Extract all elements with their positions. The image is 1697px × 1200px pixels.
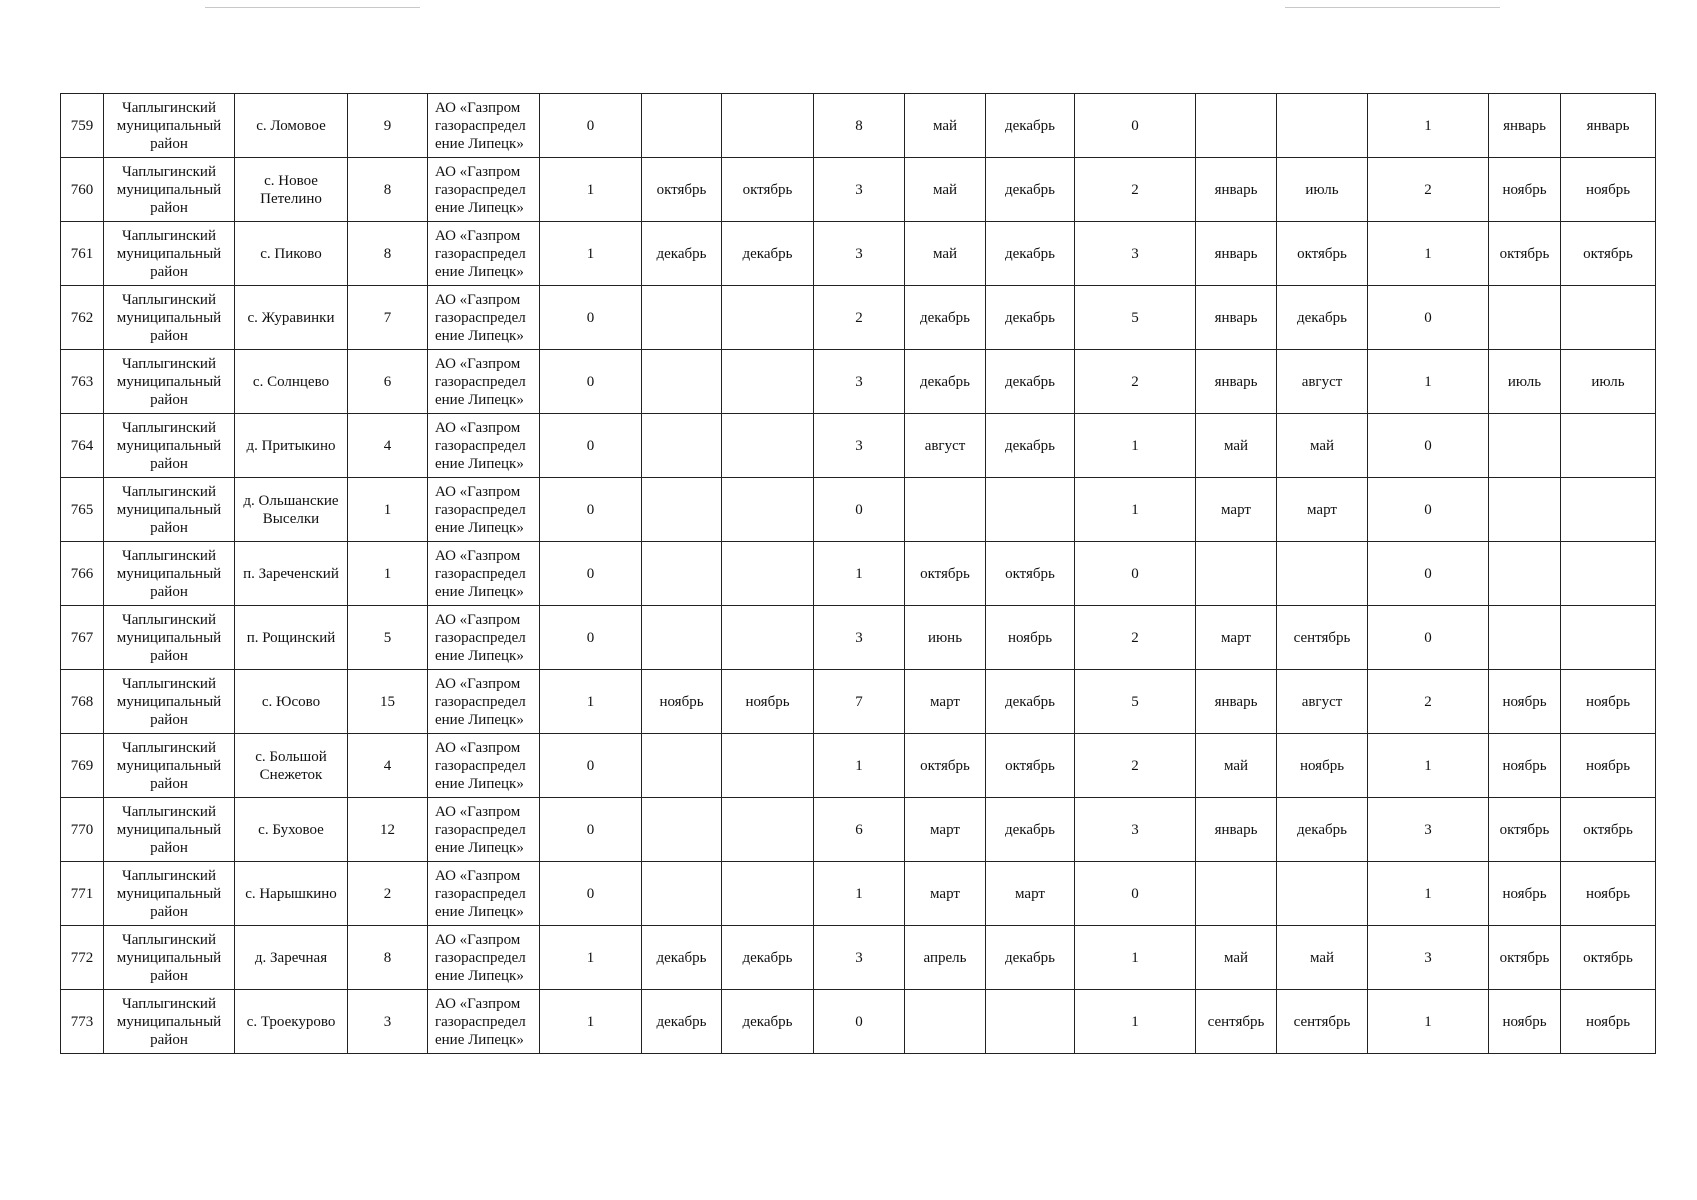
stage3-count-cell: 2: [1075, 606, 1196, 670]
stage2-count-cell: 3: [814, 222, 905, 286]
organization-cell: АО «Газпром газораспредел ение Липецк»: [428, 478, 540, 542]
stage3-count-cell: 1: [1075, 414, 1196, 478]
stage1-start-cell: [642, 542, 722, 606]
stage4-count-cell: 1: [1368, 734, 1489, 798]
stage2-count-cell: 2: [814, 286, 905, 350]
row-number-cell: 761: [61, 222, 104, 286]
row-number-cell: 771: [61, 862, 104, 926]
organization-cell: АО «Газпром газораспредел ение Липецк»: [428, 734, 540, 798]
stage1-start-cell: [642, 798, 722, 862]
stage4-end-cell: [1561, 478, 1656, 542]
organization-cell: АО «Газпром газораспредел ение Липецк»: [428, 798, 540, 862]
stage4-end-cell: октябрь: [1561, 798, 1656, 862]
stage4-end-cell: ноябрь: [1561, 862, 1656, 926]
stage2-end-cell: декабрь: [986, 670, 1075, 734]
district-cell: Чаплыгинский муниципальный район: [104, 734, 235, 798]
district-cell: Чаплыгинский муниципальный район: [104, 926, 235, 990]
stage2-end-cell: декабрь: [986, 158, 1075, 222]
table-row: [61, 158, 1656, 222]
stage3-count-cell: 3: [1075, 222, 1196, 286]
stage3-count-cell: 1: [1075, 990, 1196, 1054]
scan-artifact-left: [205, 7, 420, 8]
total-count-cell: 4: [348, 414, 428, 478]
stage2-start-cell: август: [905, 414, 986, 478]
stage4-count-cell: 0: [1368, 414, 1489, 478]
table-row: [61, 94, 1656, 158]
organization-cell: АО «Газпром газораспредел ение Липецк»: [428, 670, 540, 734]
stage4-count-cell: 1: [1368, 862, 1489, 926]
stage1-start-cell: октябрь: [642, 158, 722, 222]
stage2-end-cell: декабрь: [986, 94, 1075, 158]
stage2-end-cell: ноябрь: [986, 606, 1075, 670]
district-cell: Чаплыгинский муниципальный район: [104, 158, 235, 222]
stage1-count-cell: 1: [540, 158, 642, 222]
total-count-cell: 1: [348, 542, 428, 606]
stage4-count-cell: 0: [1368, 542, 1489, 606]
stage4-start-cell: [1489, 606, 1561, 670]
stage2-start-cell: июнь: [905, 606, 986, 670]
settlement-cell: с. Пиково: [235, 222, 348, 286]
stage1-start-cell: декабрь: [642, 926, 722, 990]
stage2-count-cell: 8: [814, 94, 905, 158]
scan-artifact-right: [1285, 7, 1500, 8]
stage2-end-cell: декабрь: [986, 222, 1075, 286]
stage1-end-cell: [722, 862, 814, 926]
settlement-cell: с. Солнцево: [235, 350, 348, 414]
organization-cell: АО «Газпром газораспредел ение Липецк»: [428, 350, 540, 414]
stage3-end-cell: ноябрь: [1277, 734, 1368, 798]
stage1-start-cell: [642, 286, 722, 350]
organization-cell: АО «Газпром газораспредел ение Липецк»: [428, 158, 540, 222]
settlement-cell: д. Заречная: [235, 926, 348, 990]
stage1-end-cell: [722, 94, 814, 158]
row-number-cell: 772: [61, 926, 104, 990]
stage4-start-cell: [1489, 542, 1561, 606]
stage2-end-cell: октябрь: [986, 542, 1075, 606]
stage1-end-cell: [722, 414, 814, 478]
row-number-cell: 770: [61, 798, 104, 862]
settlement-cell: д. Ольшанские Выселки: [235, 478, 348, 542]
stage2-count-cell: 3: [814, 926, 905, 990]
total-count-cell: 3: [348, 990, 428, 1054]
table-row: [61, 542, 1656, 606]
organization-cell: АО «Газпром газораспредел ение Липецк»: [428, 926, 540, 990]
stage2-start-cell: май: [905, 222, 986, 286]
stage1-end-cell: [722, 542, 814, 606]
stage2-count-cell: 1: [814, 542, 905, 606]
total-count-cell: 8: [348, 158, 428, 222]
stage2-count-cell: 0: [814, 478, 905, 542]
stage4-start-cell: ноябрь: [1489, 670, 1561, 734]
stage3-count-cell: 0: [1075, 862, 1196, 926]
district-cell: Чаплыгинский муниципальный район: [104, 542, 235, 606]
row-number-cell: 765: [61, 478, 104, 542]
table-row: [61, 862, 1656, 926]
table-row: [61, 222, 1656, 286]
stage2-start-cell: май: [905, 94, 986, 158]
stage4-end-cell: ноябрь: [1561, 670, 1656, 734]
stage1-count-cell: 0: [540, 606, 642, 670]
stage3-start-cell: сентябрь: [1196, 990, 1277, 1054]
district-cell: Чаплыгинский муниципальный район: [104, 414, 235, 478]
stage3-start-cell: май: [1196, 926, 1277, 990]
stage1-count-cell: 1: [540, 222, 642, 286]
total-count-cell: 5: [348, 606, 428, 670]
stage1-count-cell: 0: [540, 862, 642, 926]
stage3-end-cell: август: [1277, 670, 1368, 734]
total-count-cell: 1: [348, 478, 428, 542]
stage1-end-cell: [722, 350, 814, 414]
stage2-end-cell: декабрь: [986, 414, 1075, 478]
stage4-start-cell: ноябрь: [1489, 862, 1561, 926]
district-cell: Чаплыгинский муниципальный район: [104, 94, 235, 158]
organization-cell: АО «Газпром газораспредел ение Липецк»: [428, 222, 540, 286]
total-count-cell: 9: [348, 94, 428, 158]
stage4-end-cell: [1561, 286, 1656, 350]
stage3-start-cell: май: [1196, 734, 1277, 798]
row-number-cell: 773: [61, 990, 104, 1054]
stage4-start-cell: [1489, 286, 1561, 350]
stage2-count-cell: 3: [814, 158, 905, 222]
stage3-end-cell: [1277, 862, 1368, 926]
stage2-end-cell: март: [986, 862, 1075, 926]
stage3-end-cell: сентябрь: [1277, 606, 1368, 670]
stage3-count-cell: 2: [1075, 734, 1196, 798]
stage3-start-cell: май: [1196, 414, 1277, 478]
stage1-count-cell: 0: [540, 94, 642, 158]
stage4-end-cell: [1561, 542, 1656, 606]
total-count-cell: 2: [348, 862, 428, 926]
stage1-start-cell: [642, 350, 722, 414]
stage1-end-cell: октябрь: [722, 158, 814, 222]
stage2-end-cell: декабрь: [986, 350, 1075, 414]
table-row: [61, 286, 1656, 350]
stage1-count-cell: 0: [540, 414, 642, 478]
stage3-count-cell: 2: [1075, 158, 1196, 222]
district-cell: Чаплыгинский муниципальный район: [104, 606, 235, 670]
district-cell: Чаплыгинский муниципальный район: [104, 286, 235, 350]
stage4-count-cell: 3: [1368, 926, 1489, 990]
stage1-count-cell: 0: [540, 350, 642, 414]
stage2-count-cell: 3: [814, 350, 905, 414]
stage1-end-cell: декабрь: [722, 990, 814, 1054]
stage2-end-cell: октябрь: [986, 734, 1075, 798]
stage4-start-cell: ноябрь: [1489, 990, 1561, 1054]
district-cell: Чаплыгинский муниципальный район: [104, 222, 235, 286]
stage3-start-cell: [1196, 94, 1277, 158]
table-row: [61, 478, 1656, 542]
stage1-count-cell: 0: [540, 478, 642, 542]
stage4-end-cell: [1561, 606, 1656, 670]
organization-cell: АО «Газпром газораспредел ение Липецк»: [428, 414, 540, 478]
table-row: [61, 734, 1656, 798]
stage2-start-cell: апрель: [905, 926, 986, 990]
stage4-end-cell: январь: [1561, 94, 1656, 158]
stage3-count-cell: 1: [1075, 926, 1196, 990]
table-row: [61, 926, 1656, 990]
stage4-start-cell: ноябрь: [1489, 158, 1561, 222]
table-row: [61, 606, 1656, 670]
stage3-end-cell: [1277, 542, 1368, 606]
stage3-count-cell: 1: [1075, 478, 1196, 542]
stage1-end-cell: ноябрь: [722, 670, 814, 734]
total-count-cell: 8: [348, 222, 428, 286]
stage1-count-cell: 0: [540, 542, 642, 606]
stage3-start-cell: март: [1196, 478, 1277, 542]
stage4-count-cell: 0: [1368, 606, 1489, 670]
district-cell: Чаплыгинский муниципальный район: [104, 670, 235, 734]
stage2-start-cell: май: [905, 158, 986, 222]
stage2-end-cell: декабрь: [986, 926, 1075, 990]
stage4-start-cell: октябрь: [1489, 798, 1561, 862]
organization-cell: АО «Газпром газораспредел ение Липецк»: [428, 862, 540, 926]
stage3-count-cell: 2: [1075, 350, 1196, 414]
stage2-count-cell: 6: [814, 798, 905, 862]
stage1-start-cell: ноябрь: [642, 670, 722, 734]
total-count-cell: 12: [348, 798, 428, 862]
district-cell: Чаплыгинский муниципальный район: [104, 798, 235, 862]
stage4-start-cell: [1489, 478, 1561, 542]
stage3-end-cell: июль: [1277, 158, 1368, 222]
stage4-count-cell: 1: [1368, 350, 1489, 414]
settlement-cell: с. Журавинки: [235, 286, 348, 350]
stage3-end-cell: май: [1277, 414, 1368, 478]
stage2-start-cell: декабрь: [905, 286, 986, 350]
stage2-start-cell: декабрь: [905, 350, 986, 414]
row-number-cell: 763: [61, 350, 104, 414]
total-count-cell: 8: [348, 926, 428, 990]
stage4-start-cell: октябрь: [1489, 926, 1561, 990]
row-number-cell: 769: [61, 734, 104, 798]
stage4-start-cell: [1489, 414, 1561, 478]
stage3-end-cell: август: [1277, 350, 1368, 414]
stage4-count-cell: 3: [1368, 798, 1489, 862]
row-number-cell: 767: [61, 606, 104, 670]
settlement-cell: с. Ломовое: [235, 94, 348, 158]
stage4-end-cell: ноябрь: [1561, 158, 1656, 222]
stage2-count-cell: 3: [814, 414, 905, 478]
stage4-end-cell: ноябрь: [1561, 734, 1656, 798]
stage1-end-cell: [722, 798, 814, 862]
stage1-count-cell: 1: [540, 926, 642, 990]
stage1-count-cell: 0: [540, 734, 642, 798]
stage2-end-cell: декабрь: [986, 286, 1075, 350]
stage3-start-cell: январь: [1196, 670, 1277, 734]
row-number-cell: 762: [61, 286, 104, 350]
stage2-start-cell: [905, 990, 986, 1054]
stage3-count-cell: 5: [1075, 286, 1196, 350]
organization-cell: АО «Газпром газораспредел ение Липецк»: [428, 94, 540, 158]
settlement-cell: с. Большой Снежеток: [235, 734, 348, 798]
organization-cell: АО «Газпром газораспредел ение Липецк»: [428, 606, 540, 670]
stage1-start-cell: [642, 862, 722, 926]
stage2-count-cell: 1: [814, 734, 905, 798]
stage1-count-cell: 0: [540, 286, 642, 350]
stage2-count-cell: 3: [814, 606, 905, 670]
stage3-count-cell: 0: [1075, 94, 1196, 158]
settlement-cell: п. Зареченский: [235, 542, 348, 606]
stage3-end-cell: декабрь: [1277, 798, 1368, 862]
row-number-cell: 760: [61, 158, 104, 222]
stage3-start-cell: январь: [1196, 286, 1277, 350]
stage1-end-cell: [722, 478, 814, 542]
stage4-start-cell: октябрь: [1489, 222, 1561, 286]
table-row: [61, 798, 1656, 862]
stage3-start-cell: январь: [1196, 158, 1277, 222]
stage2-end-cell: декабрь: [986, 798, 1075, 862]
stage2-start-cell: [905, 478, 986, 542]
stage3-end-cell: сентябрь: [1277, 990, 1368, 1054]
stage3-end-cell: декабрь: [1277, 286, 1368, 350]
settlement-cell: д. Притыкино: [235, 414, 348, 478]
stage4-count-cell: 1: [1368, 222, 1489, 286]
stage4-start-cell: июль: [1489, 350, 1561, 414]
table-row: [61, 670, 1656, 734]
stage4-count-cell: 0: [1368, 286, 1489, 350]
stage3-count-cell: 0: [1075, 542, 1196, 606]
stage3-start-cell: [1196, 542, 1277, 606]
stage4-start-cell: январь: [1489, 94, 1561, 158]
stage2-count-cell: 0: [814, 990, 905, 1054]
district-cell: Чаплыгинский муниципальный район: [104, 862, 235, 926]
district-cell: Чаплыгинский муниципальный район: [104, 350, 235, 414]
table-row: [61, 990, 1656, 1054]
stage3-start-cell: [1196, 862, 1277, 926]
settlement-cell: с. Новое Петелино: [235, 158, 348, 222]
stage4-end-cell: июль: [1561, 350, 1656, 414]
settlement-cell: с. Троекурово: [235, 990, 348, 1054]
stage3-end-cell: [1277, 94, 1368, 158]
row-number-cell: 766: [61, 542, 104, 606]
gasification-schedule-table: [60, 93, 1656, 1054]
settlement-cell: п. Рощинский: [235, 606, 348, 670]
stage2-end-cell: [986, 478, 1075, 542]
stage2-start-cell: октябрь: [905, 734, 986, 798]
stage2-count-cell: 1: [814, 862, 905, 926]
stage1-count-cell: 1: [540, 670, 642, 734]
stage4-end-cell: октябрь: [1561, 222, 1656, 286]
district-cell: Чаплыгинский муниципальный район: [104, 478, 235, 542]
organization-cell: АО «Газпром газораспредел ение Липецк»: [428, 286, 540, 350]
settlement-cell: с. Юсово: [235, 670, 348, 734]
stage3-count-cell: 5: [1075, 670, 1196, 734]
row-number-cell: 764: [61, 414, 104, 478]
organization-cell: АО «Газпром газораспредел ение Липецк»: [428, 990, 540, 1054]
stage1-end-cell: [722, 606, 814, 670]
stage2-start-cell: март: [905, 798, 986, 862]
stage4-start-cell: ноябрь: [1489, 734, 1561, 798]
stage1-start-cell: декабрь: [642, 222, 722, 286]
stage1-end-cell: [722, 734, 814, 798]
stage3-end-cell: октябрь: [1277, 222, 1368, 286]
stage1-start-cell: [642, 606, 722, 670]
stage2-start-cell: март: [905, 862, 986, 926]
stage4-count-cell: 2: [1368, 670, 1489, 734]
settlement-cell: с. Буховое: [235, 798, 348, 862]
total-count-cell: 4: [348, 734, 428, 798]
table-row: [61, 414, 1656, 478]
stage3-count-cell: 3: [1075, 798, 1196, 862]
stage4-end-cell: октябрь: [1561, 926, 1656, 990]
stage1-end-cell: [722, 286, 814, 350]
settlement-cell: с. Нарышкино: [235, 862, 348, 926]
stage3-start-cell: январь: [1196, 350, 1277, 414]
stage3-start-cell: январь: [1196, 798, 1277, 862]
stage1-start-cell: декабрь: [642, 990, 722, 1054]
stage1-start-cell: [642, 478, 722, 542]
stage1-end-cell: декабрь: [722, 222, 814, 286]
total-count-cell: 6: [348, 350, 428, 414]
stage3-start-cell: март: [1196, 606, 1277, 670]
row-number-cell: 759: [61, 94, 104, 158]
stage2-start-cell: октябрь: [905, 542, 986, 606]
stage2-end-cell: [986, 990, 1075, 1054]
stage1-start-cell: [642, 734, 722, 798]
stage4-count-cell: 2: [1368, 158, 1489, 222]
total-count-cell: 7: [348, 286, 428, 350]
stage4-end-cell: [1561, 414, 1656, 478]
stage1-start-cell: [642, 94, 722, 158]
total-count-cell: 15: [348, 670, 428, 734]
stage3-end-cell: март: [1277, 478, 1368, 542]
stage1-count-cell: 1: [540, 990, 642, 1054]
stage2-start-cell: март: [905, 670, 986, 734]
stage1-count-cell: 0: [540, 798, 642, 862]
stage4-end-cell: ноябрь: [1561, 990, 1656, 1054]
row-number-cell: 768: [61, 670, 104, 734]
stage2-count-cell: 7: [814, 670, 905, 734]
table-row: [61, 350, 1656, 414]
stage1-start-cell: [642, 414, 722, 478]
stage4-count-cell: 0: [1368, 478, 1489, 542]
stage3-end-cell: май: [1277, 926, 1368, 990]
organization-cell: АО «Газпром газораспредел ение Липецк»: [428, 542, 540, 606]
stage1-end-cell: декабрь: [722, 926, 814, 990]
district-cell: Чаплыгинский муниципальный район: [104, 990, 235, 1054]
stage4-count-cell: 1: [1368, 990, 1489, 1054]
stage3-start-cell: январь: [1196, 222, 1277, 286]
stage4-count-cell: 1: [1368, 94, 1489, 158]
